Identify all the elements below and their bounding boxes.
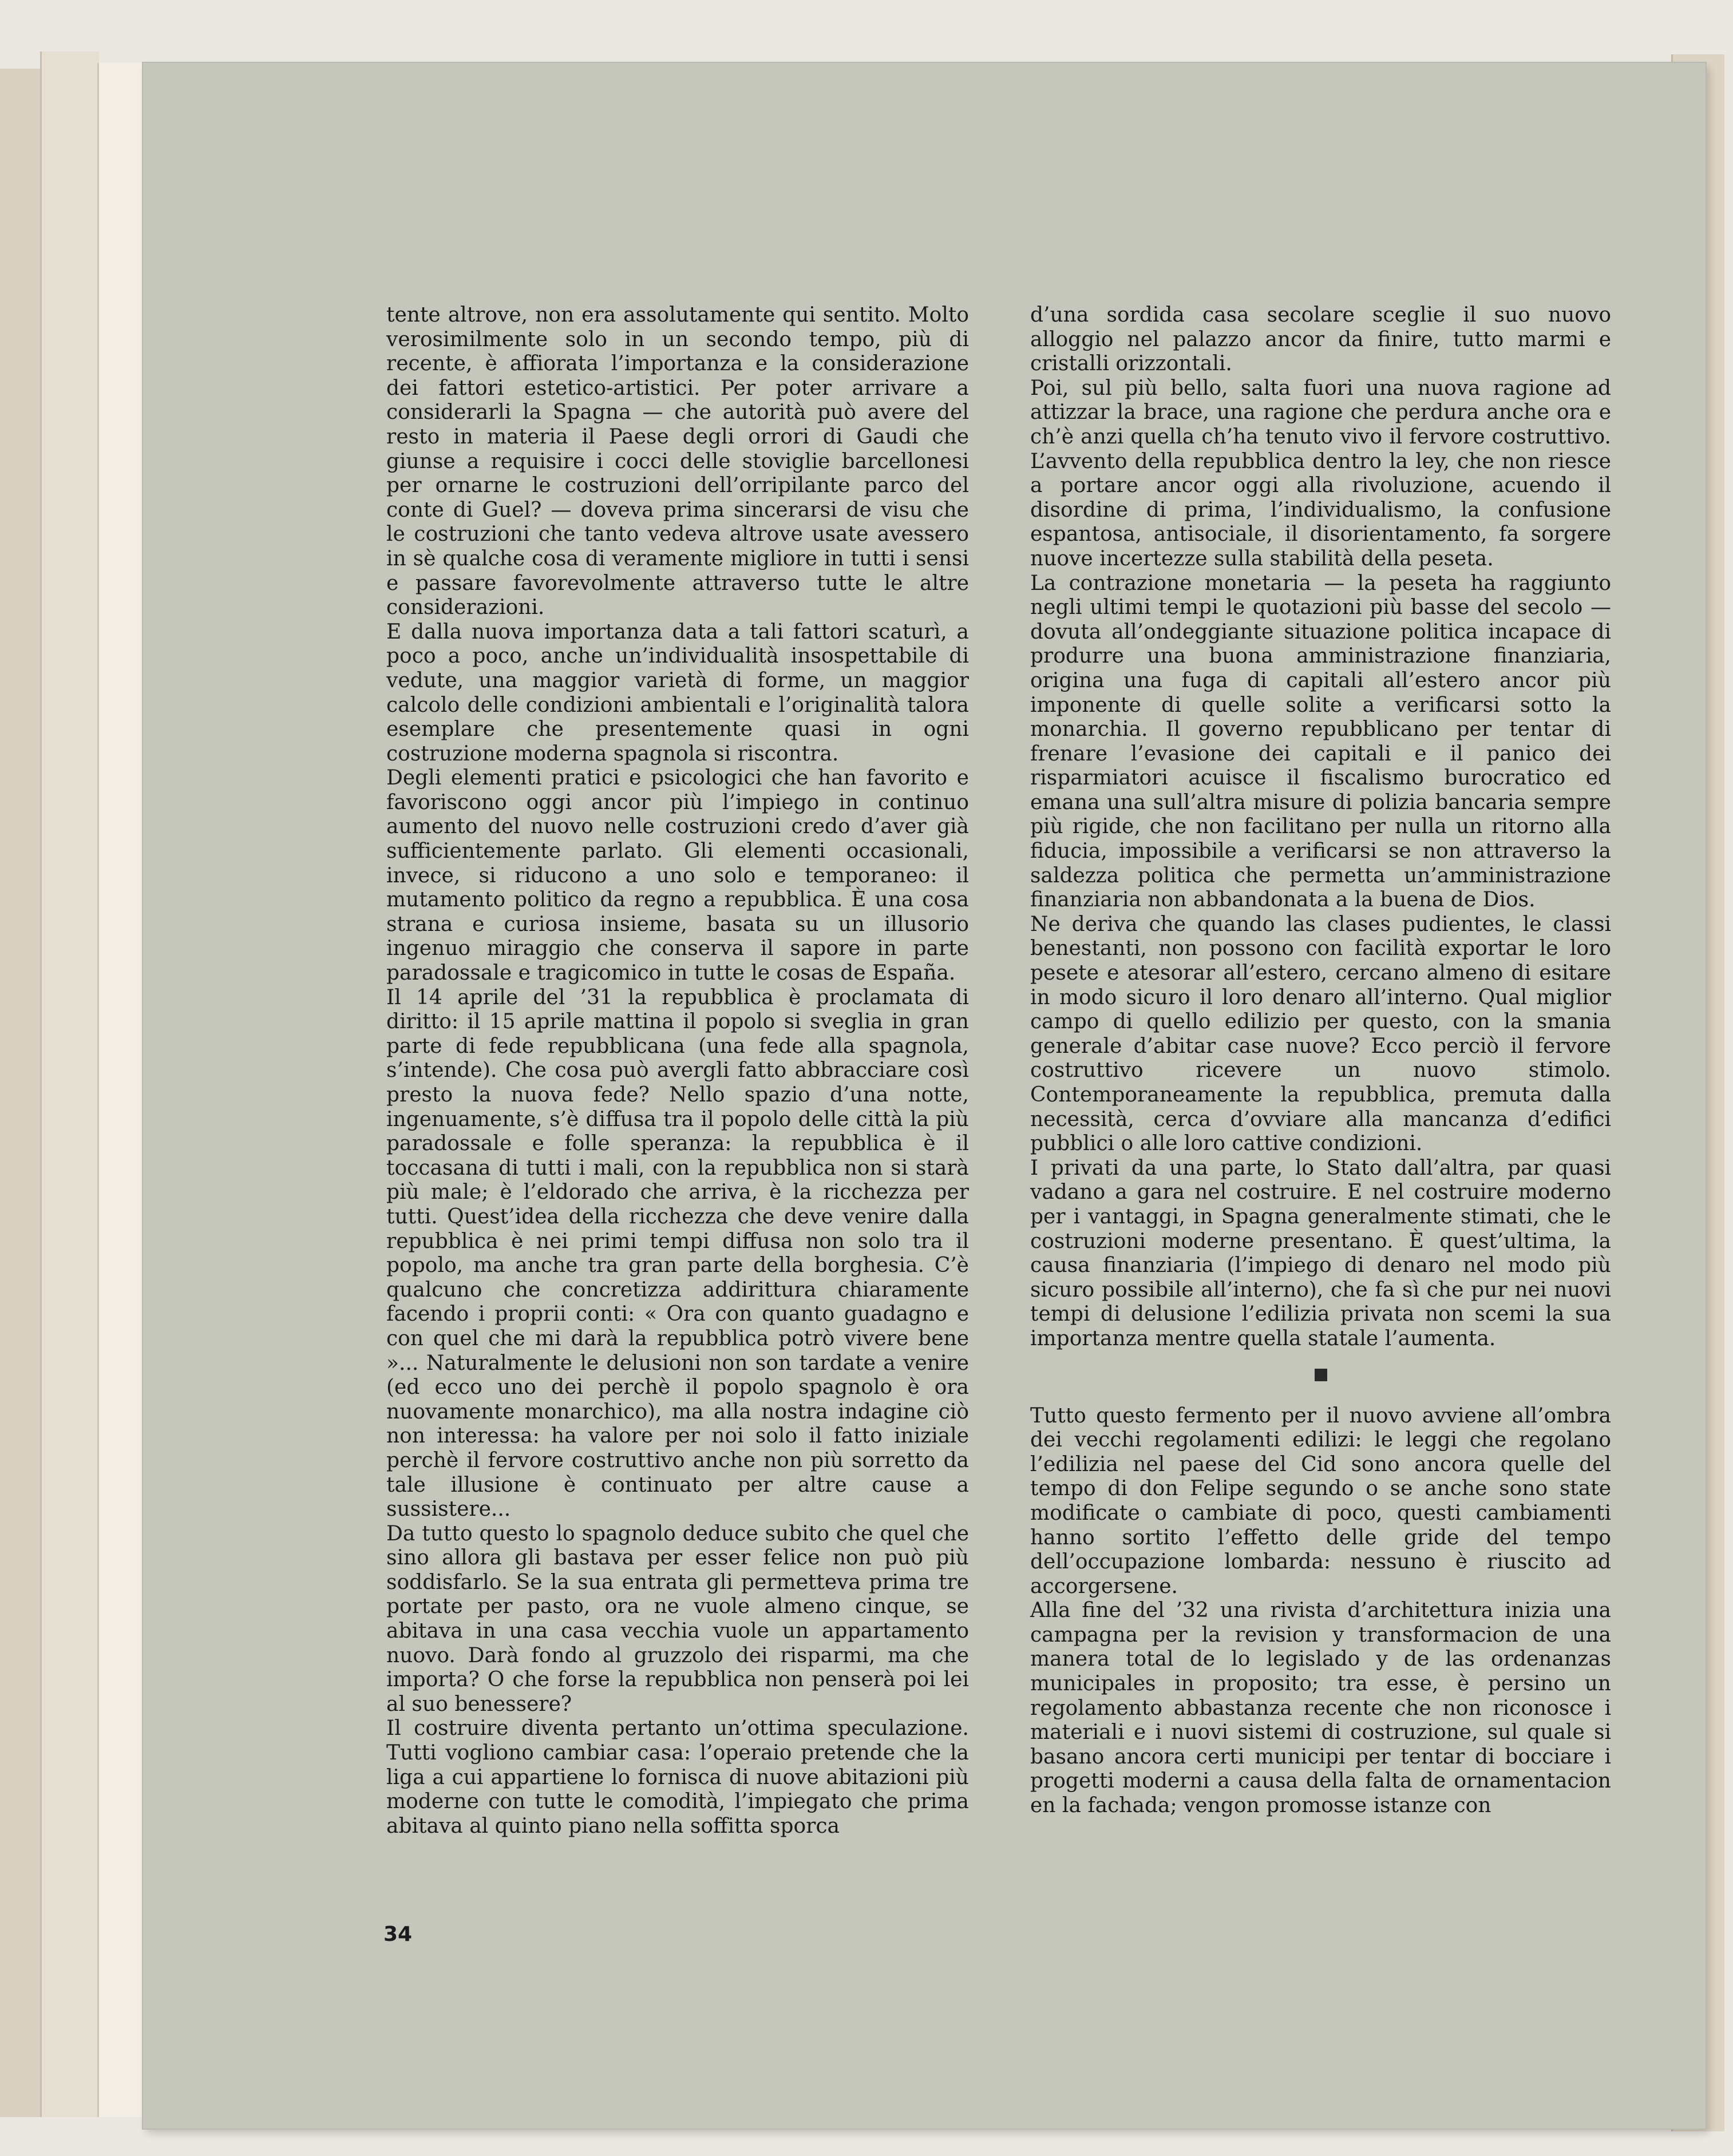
magazine-page [143,63,1706,2129]
section-divider-mark [1315,1369,1327,1381]
paragraph: Il 14 aprile del ’31 la repubblica è proclamata di diritto: il 15 aprile mattina il popolo si sveglia in gran parte di fede repubblicana (una fede alla spagnola, s’intende). Che cosa può avergli fatto abbracciare così presto la nuova fede? Nello spazio d’una notte, ingenuamente, s’è diffusa tra il popolo delle città la più paradossale e folle speranza: la repubblica è il toccasana di tutti i mali, con la repubblica non si starà più male; è l’eldorado che arriva, è la ricchezza per tutti. Quest’idea della ricchezza che deve venire dalla repubblica è nei primi tempi diffusa non solo tra il popolo, ma anche tra gran parte della borghesia. C’è qualcuno che concretizza addirittura chiaramente facendo i proprii conti: « Ora con quanto guadagno e con quel che mi darà la repubblica potrò vivere bene »... Naturalmente le delusioni non son tardate a venire (ed ecco uno dei perchè il popolo spagnolo è ora nuovamente monarchico), ma alla nostra indagine ciò non interessa: ha valore per noi solo il fatto iniziale perchè il fervore costruttivo anche non più sorretto da tale illusione è continuato per altre cause a sussistere... [386,985,969,1521]
paragraph: d’una sordida casa secolare sceglie il suo nuovo alloggio nel palazzo ancor da finire, tutto marmi e cristalli orizzontali. [1030,303,1611,376]
left-column [386,303,969,1838]
paragraph: Da tutto questo lo spagnolo deduce subito che quel che sino allora gli bastava per esser felice non può più soddisfarlo. Se la sua entrata gli permetteva prima tre portate per pasto, ora ne vuole almeno cinque, se abitava in una casa vecchia vuole un appartamento nuovo. Darà fondo al gruzzolo dei risparmi, ma che importa? O che forse la repubblica non penserà poi lei al suo benessere? [386,1521,969,1716]
paragraph: I privati da una parte, lo Stato dall’altra, par quasi vadano a gara nel costruire. E nel costruire moderno per i vantaggi, in Spagna generalmente stimati, che le costruzioni moderne presentano. È quest’ultima, la causa finanziaria (l’impiego di denaro nel modo più sicuro possibile all’interno), che fa sì che pur nei nuovi tempi di delusione l’edilizia privata non scemi la sua importanza mentre quella statale l’aumenta. [1030,1156,1611,1350]
right-column [1030,303,1611,1818]
paragraph: Tutto questo fermento per il nuovo avviene all’ombra dei vecchi regolamenti edilizi: le leggi che regolano l’edilizia nel paese del Cid sono ancora quelle del tempo di don Felipe segundo o se anche sono state modificate o cambiate di poco, questi cambiamenti hanno sortito l’effetto delle gride del tempo dell’occupazione lombarda: nessuno è riuscito ad accorgersene. [1030,1404,1611,1598]
paragraph: tente altrove, non era assolutamente qui sentito. Molto verosimilmente solo in un secondo tempo, più di recente, è affiorata l’importanza e la considerazione dei fattori estetico-artistici. Per poter arrivare a considerarli la Spagna — che autorità può avere del resto in materia il Paese degli orrori di Gaudi che giunse a requisire i cocci delle stoviglie barcellonesi per ornarne le costruzioni dell’orripilante parco del conte di Guel? — doveva prima sincerarsi de visu che le costruzioni che tanto vedeva altrove usate avessero in sè qualche cosa di veramente migliore in tutti i sensi e passare favorevolmente attraverso tutte le altre considerazioni. [386,303,969,620]
page-number: 34 [383,1923,413,1946]
paragraph: Alla fine del ’32 una rivista d’architettura inizia una campagna per la revision y transformacion de una manera total de lo legislado y de las ordenanzas municipales in proposito; tra esse, è persino un regolamento abbastanza recente che non riconosce i materiali e i nuovi sistemi di costruzione, sul quale si basano ancora certi municipi per tentar di bocciare i progetti moderni a causa della falta de ornamentacion en la fachada; vengon promosse istanze con [1030,1599,1611,1818]
page-edge [97,63,145,2117]
page-edge [0,69,40,2117]
paragraph: Ne deriva che quando las clases pudientes, le classi benestanti, non possono con facilità exportar le loro pesete e atesorar all’estero, cercano almeno di esitare in modo sicuro il loro denaro all’interno. Qual miglior campo di quello edilizio per questo, con la smania generale d’abitar case nuove? Ecco perciò il fervore costruttivo ricevere un nuovo stimolo. Contemporaneamente la repubblica, premuta dalla necessità, cerca d’ovviare alla mancanza d’edifici pubblici o alle loro cattive condizioni. [1030,912,1611,1156]
page-edge [40,51,99,2117]
paragraph: Poi, sul più bello, salta fuori una nuova ragione ad attizzar la brace, una ragione che perdura anche ora e ch’è anzi quella ch’ha tenuto vivo il fervore costruttivo. L’avvento della repubblica dentro la ley, che non riesce a portare ancor oggi alla rivoluzione, acuendo il disordine di prima, l’individualismo, la confusione espantosa, antisociale, il disorientamento, fa sorgere nuove incertezze sulla stabilità della peseta. [1030,376,1611,570]
paragraph: Degli elementi pratici e psicologici che han favorito e favoriscono oggi ancor più l’impiego in continuo aumento del nuovo nelle costruzioni credo d’aver già sufficientemente parlato. Gli elementi occasionali, invece, si riducono a uno solo e temporaneo: il mutamento politico da regno a repubblica. È una cosa strana e curiosa insieme, basata su un illusorio ingenuo miraggio che conserva il sapore in parte paradossale e tragicomico in tutte le cosas de España. [386,766,969,985]
paragraph: Il costruire diventa pertanto un’ottima speculazione. Tutti vogliono cambiar casa: l’operaio pretende che la liga a cui appartiene lo fornisca di nuove abitazioni più moderne con tutte le comodità, l’impiegato che prima abitava al quinto piano nella soffitta sporca [386,1717,969,1838]
paragraph: La contrazione monetaria — la peseta ha raggiunto negli ultimi tempi le quotazioni più basse del secolo — dovuta all’ondeggiante situazione politica incapace di produrre una buona amministrazione finanziaria, origina una fuga di capitali all’estero ancor più imponente di quelle solite a verificarsi sotto la monarchia. Il governo repubblicano per tentar di frenare l’evasione dei capitali e il panico dei risparmiatori acuisce il fiscalismo burocratico ed emana una sull’altra misure di polizia bancaria sempre più rigide, che non facilitano per nulla un ritorno alla fiducia, impossibile a verificarsi se non attraverso la saldezza politica che permetta un’amministrazione finanziaria non abbandonata a la buena de Dios. [1030,571,1611,912]
paragraph: E dalla nuova importanza data a tali fattori scaturì, a poco a poco, anche un’individualità insospettabile di vedute, una maggior varietà di forme, un maggior calcolo delle condizioni ambientali e l’originalità talora esemplare che presentemente quasi in ogni costruzione moderna spagnola si riscontra. [386,620,969,766]
